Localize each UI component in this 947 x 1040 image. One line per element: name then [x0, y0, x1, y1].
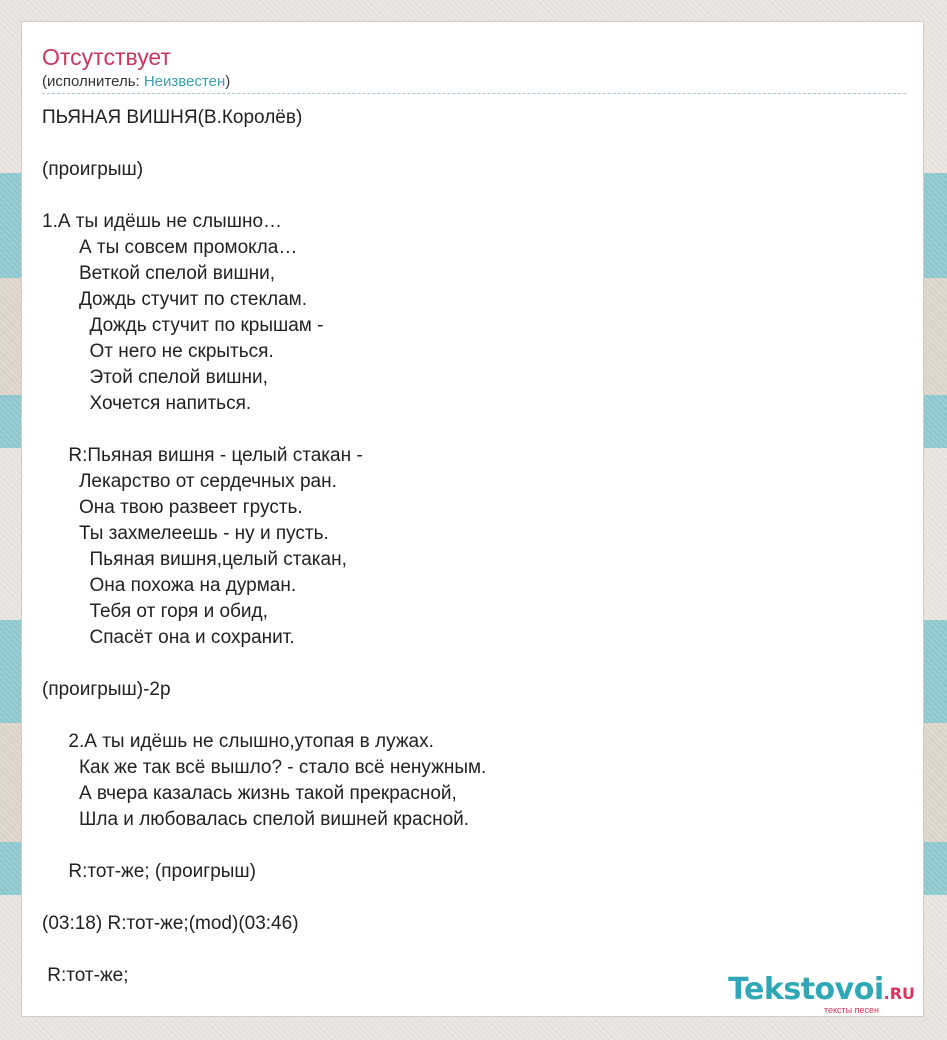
logo-subtitle: тексты песен [823, 1005, 879, 1015]
logo-main-text: Tekstovoi [728, 972, 884, 1007]
lyrics-card [21, 21, 924, 1017]
song-header [42, 43, 904, 91]
header-divider [42, 93, 906, 94]
artist-suffix: ) [225, 73, 231, 90]
logo-wordmark [728, 974, 915, 1010]
artist-line [42, 73, 904, 91]
song-title: Отсутствует [42, 44, 171, 70]
logo-tld: .RU [883, 984, 915, 1003]
artist-prefix: (исполнитель: [42, 73, 144, 90]
site-logo[interactable] [695, 974, 915, 1014]
lyrics-text: ПЬЯНАЯ ВИШНЯ(В.Королёв) (проигрыш) 1.А ты идёшь не слышно… А ты совсем промокла… Веткой спелой вишни, Дождь стучит по стеклам. Дождь стучит по крышам - От него не скрыться. Этой спелой вишни, Хочется напиться. R:Пьяная вишня - целый стакан - Лекарство от сердечных ран. Она твою развеет грусть. Ты захмелеешь - ну и пусть. Пьяная вишня,целый стакан, Она похожа на дурман. Тебя от горя и обид, Спасёт она и сохранит. (проигрыш)-2р 2.А ты идёшь не слышно,утопая в лужах. Как же так всё вышло? - стало всё ненужным. А вчера казалась жизнь такой прекрасной, Шла и любовалась спелой вишней красной. R:тот-же; (проигрыш) (03:18) R:тот-же;(mod)(03:46) R:тот-же; [42, 107, 487, 986]
artist-link[interactable]: Неизвестен [143, 73, 226, 90]
